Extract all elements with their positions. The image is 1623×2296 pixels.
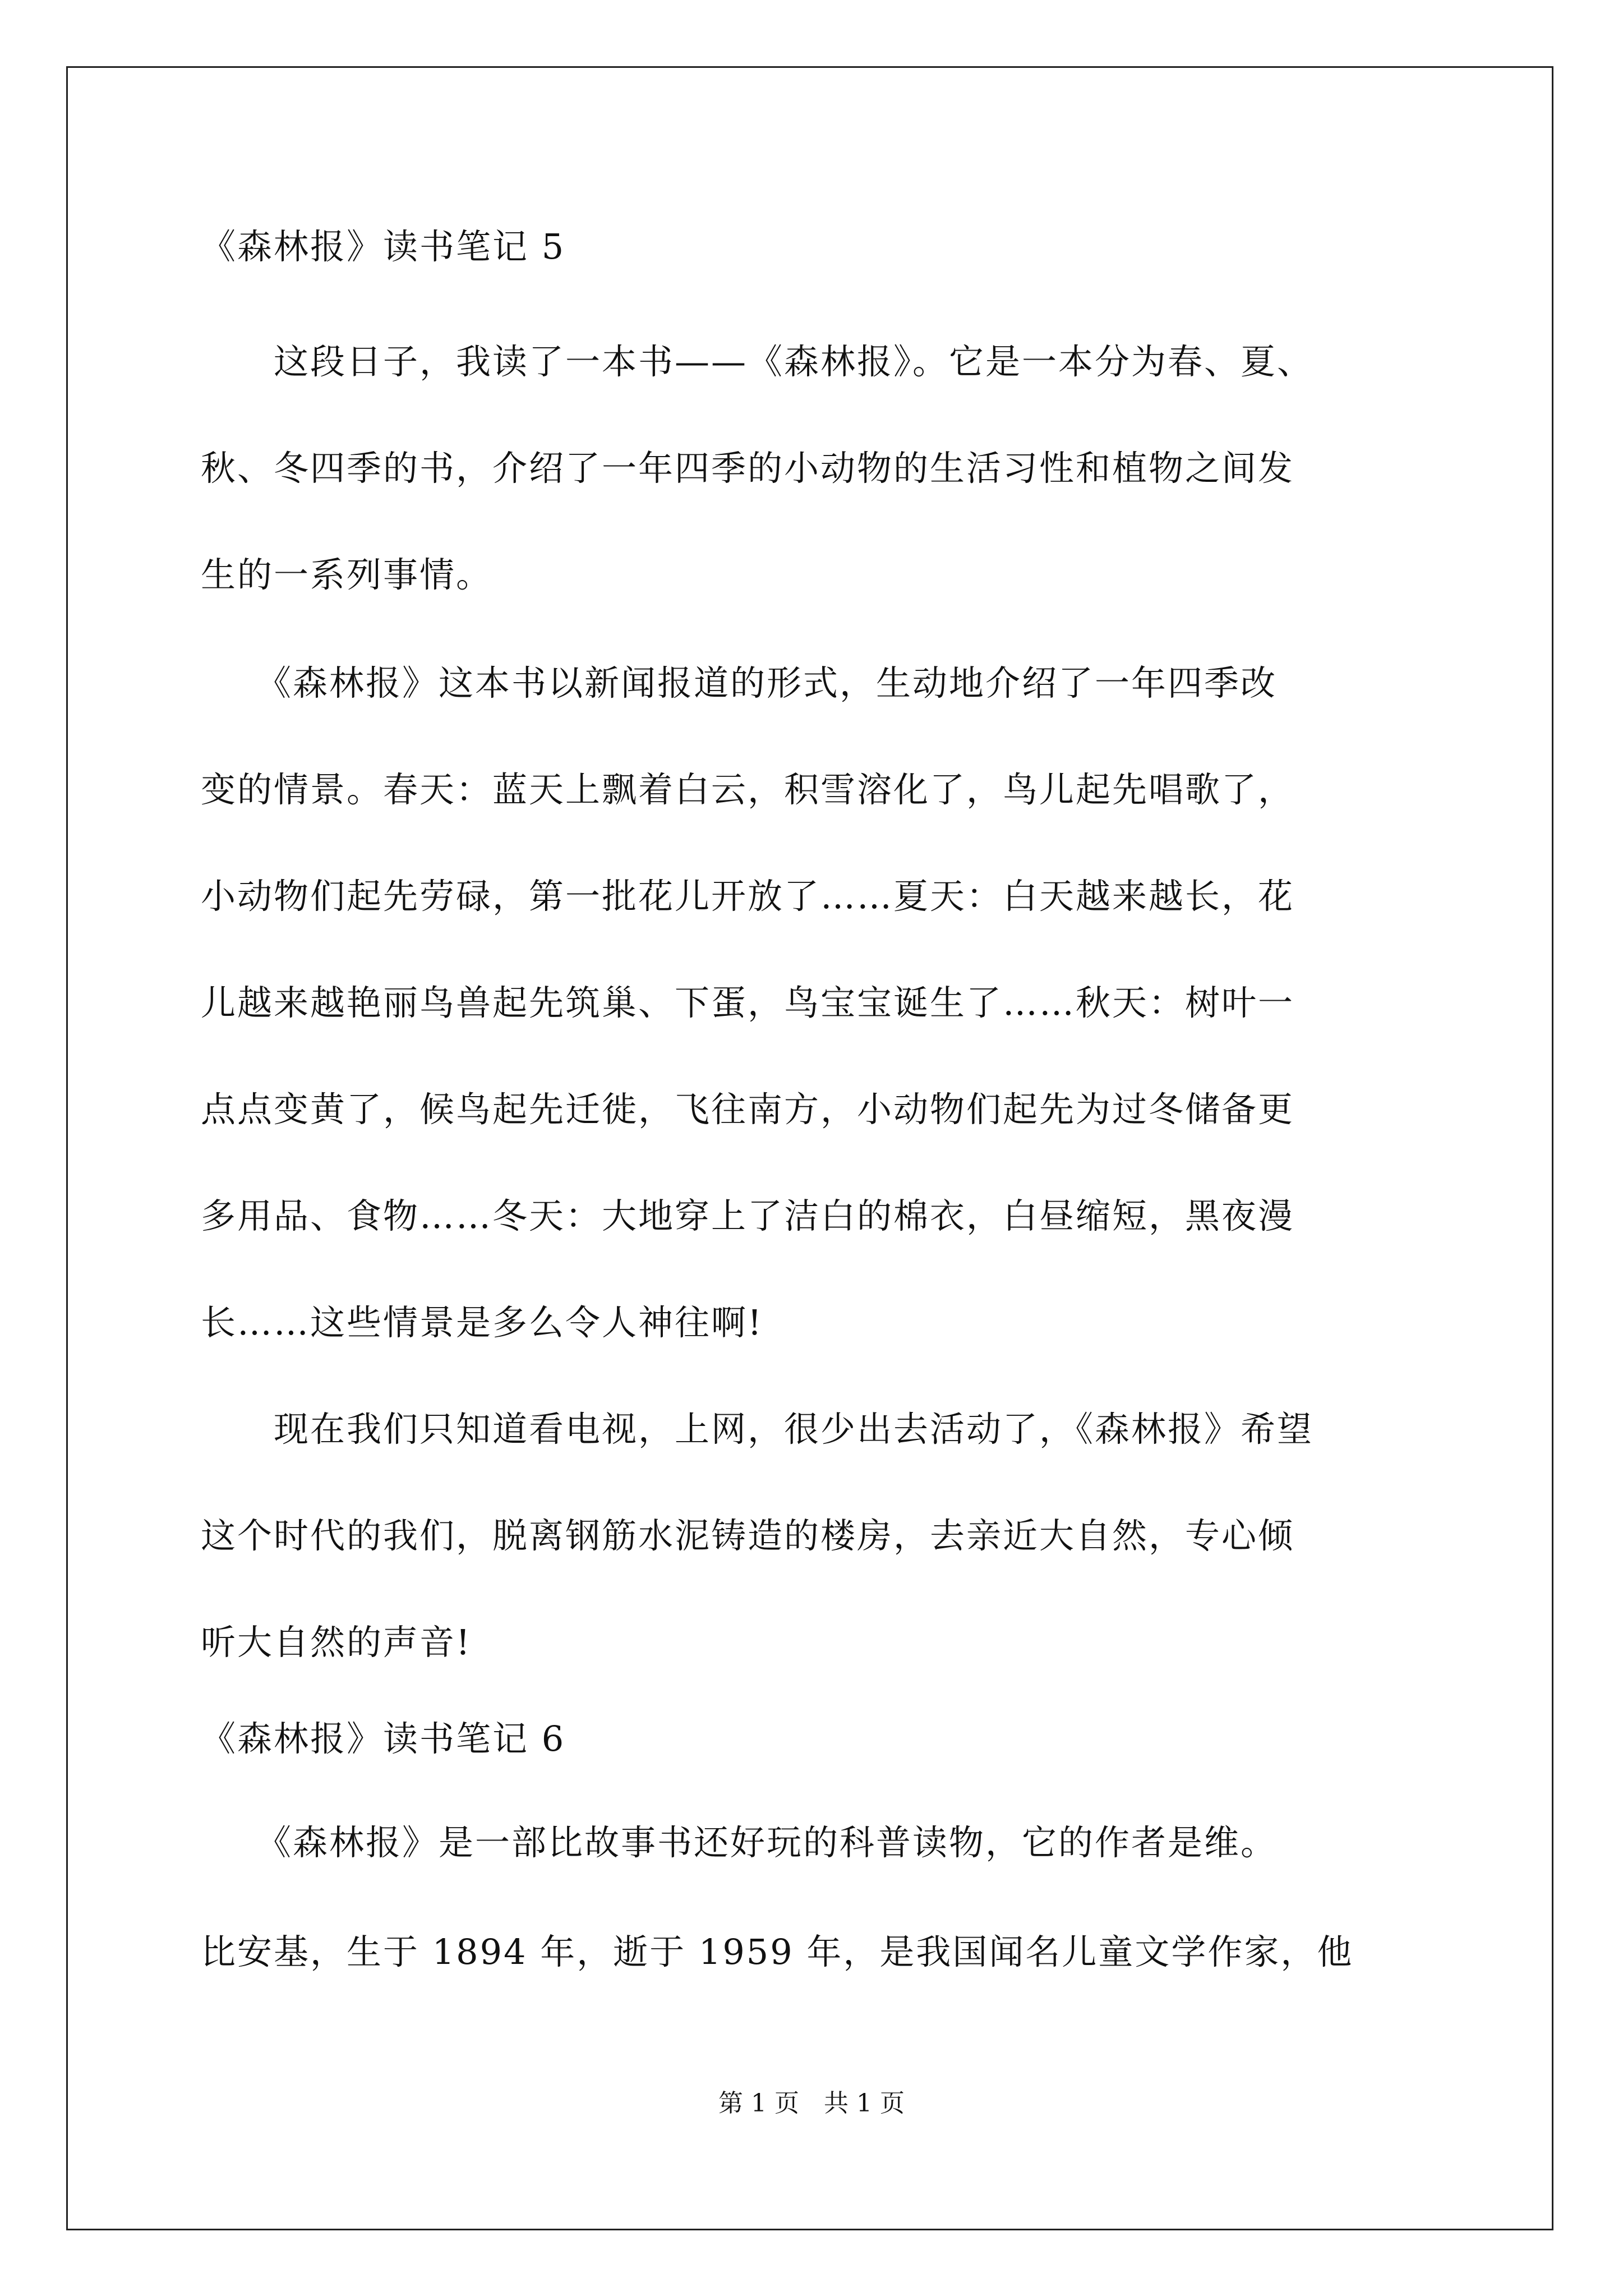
paragraph-line: 点点变黄了，候鸟起先迁徙，飞往南方，小动物们起先为过冬储备更 [201, 1089, 1295, 1130]
paragraph-line: 这个时代的我们，脱离钢筋水泥铸造的楼房，去亲近大自然，专心倾 [201, 1515, 1295, 1556]
paragraph-line: 变的情景。春天：蓝天上飘着白云，积雪溶化了，鸟儿起先唱歌了， [201, 769, 1295, 810]
paragraph-line: 这段日子，我读了一本书——《森林报》。它是一本分为春、夏、 [201, 341, 1314, 382]
paragraph-line: 长……这些情景是多么令人神往啊! [201, 1302, 763, 1343]
section-heading-6: 《森林报》读书笔记 6 [201, 1718, 566, 1759]
page-border [66, 66, 1553, 2230]
paragraph-line: 比安基，生于 1894 年，逝于 1959 年，是我国闻名儿童文学作家，他 [201, 1931, 1354, 1972]
page-footer: 第 1 页 共 1 页 [718, 2089, 905, 2118]
section-heading-5: 《森林报》读书笔记 5 [201, 226, 566, 267]
paragraph-line: 儿越来越艳丽鸟兽起先筑巢、下蛋，鸟宝宝诞生了……秋天：树叶一 [201, 982, 1295, 1023]
paragraph-line: 听大自然的声音! [201, 1622, 472, 1663]
paragraph-line: 秋、冬四季的书，介绍了一年四季的小动物的生活习性和植物之间发 [201, 448, 1295, 489]
paragraph-line: 小动物们起先劳碌，第一批花儿开放了……夏天：白天越来越长，花 [201, 876, 1295, 917]
paragraph-line: 《森林报》这本书以新闻报道的形式，生动地介绍了一年四季改 [201, 662, 1278, 703]
paragraph-line: 生的一系列事情。 [201, 554, 493, 595]
paragraph-line: 现在我们只知道看电视，上网，很少出去活动了，《森林报》希望 [201, 1409, 1314, 1450]
paragraph-line: 《森林报》是一部比故事书还好玩的科普读物，它的作者是维。 [201, 1822, 1278, 1863]
paragraph-line: 多用品、食物……冬天：大地穿上了洁白的棉衣，白昼缩短，黑夜漫 [201, 1195, 1295, 1236]
